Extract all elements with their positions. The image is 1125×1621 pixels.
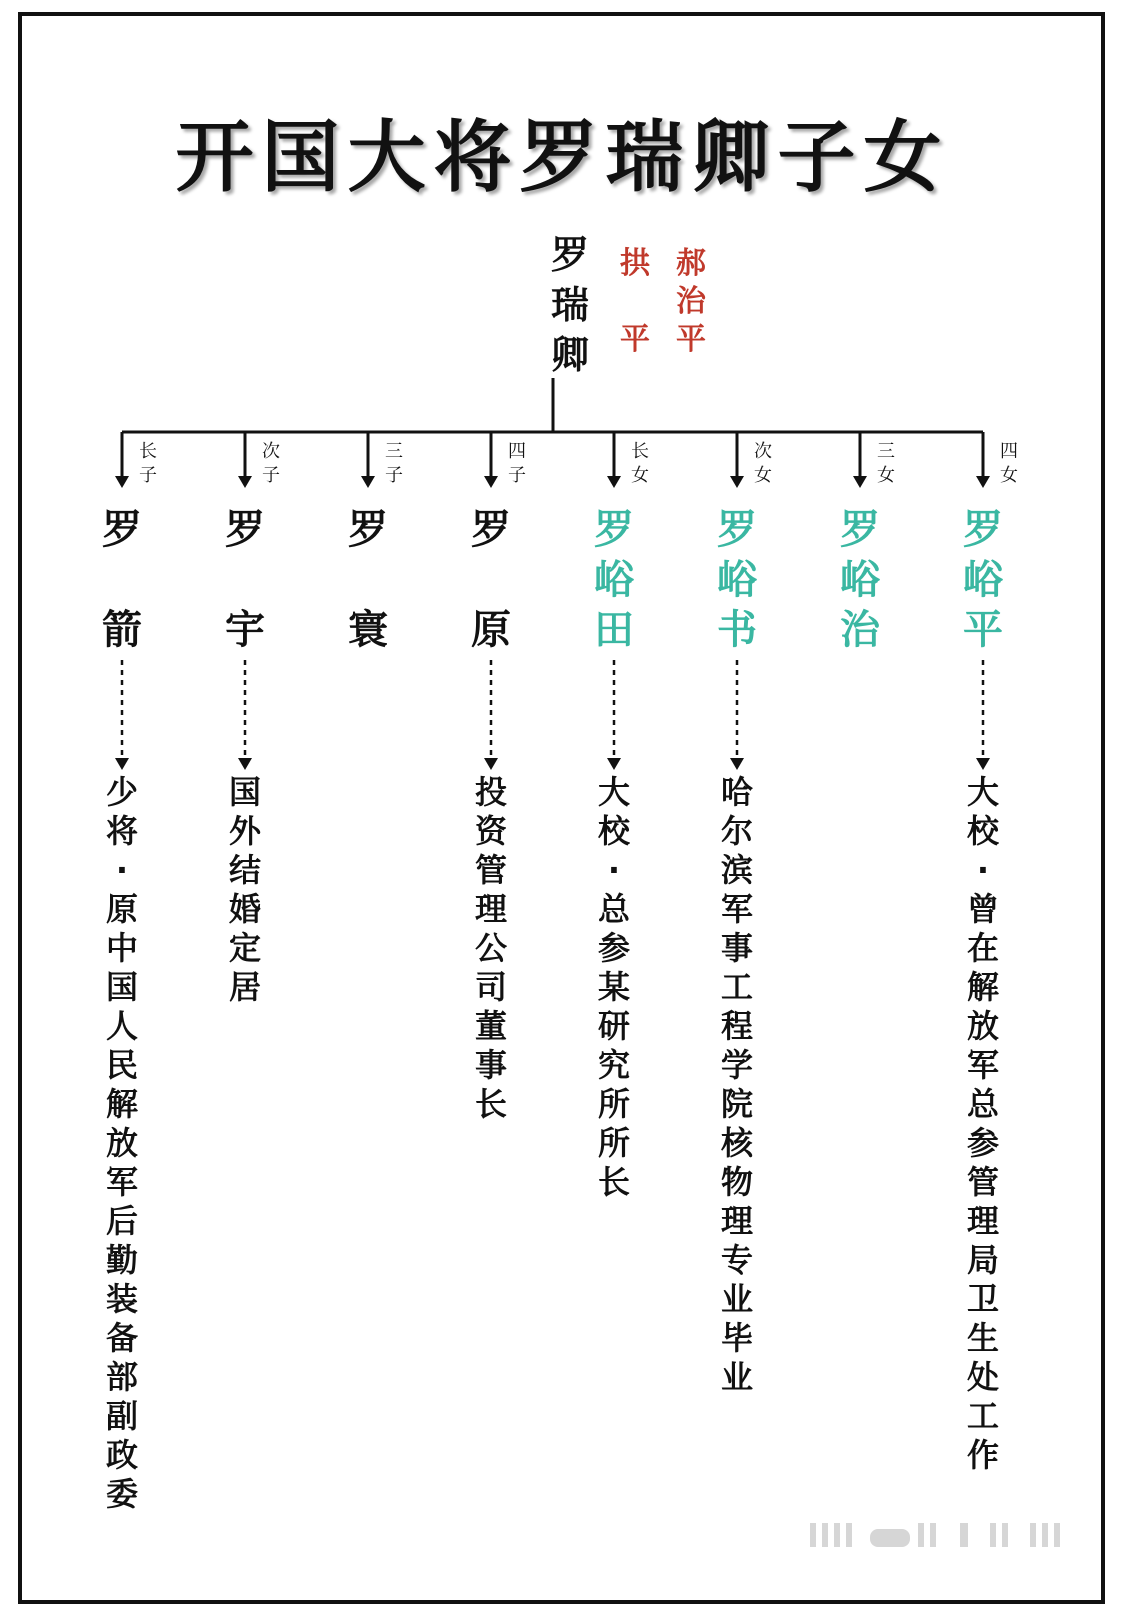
desc-char: 事 [474,1046,507,1084]
child-name-char: 罗 [102,507,142,553]
desc-arrow-head [484,758,498,770]
child-arrow-head [115,476,129,488]
desc-char: 程 [720,1007,753,1045]
root-name-char: 卿 [550,333,589,377]
child-name-char: 罗 [471,507,511,553]
desc-char: 作 [966,1436,999,1474]
child-name [343,505,393,655]
desc-char: 生 [966,1319,999,1357]
child-name-char: 田 [594,607,634,653]
rank-char: 女 [631,465,649,486]
child-rank-label [628,440,652,488]
child-name-char: 书 [717,607,757,653]
child-arrow-head [361,476,375,488]
child-name-char: 罗 [348,507,388,553]
desc-char: 少 [105,773,138,811]
child-rank-label [751,440,775,488]
desc-char: 司 [474,968,507,1006]
desc-char: 在 [966,929,999,967]
child-name-char: 峪 [594,557,634,603]
rank-char: 女 [877,465,895,486]
desc-char: 国 [105,968,138,1006]
desc-char: 究 [597,1046,630,1084]
desc-arrow-head [238,758,252,770]
child-name-char: 治 [840,607,880,653]
desc-char: 曾 [966,890,999,928]
child-name-char: 罗 [594,507,634,553]
desc-char: 参 [966,1124,999,1162]
desc-char: 管 [474,851,507,889]
desc-char: 民 [105,1046,138,1084]
desc-arrow-head [730,758,744,770]
desc-char: 业 [720,1280,753,1318]
desc-char: 军 [966,1046,999,1084]
desc-char: 理 [720,1202,753,1240]
desc-char: 校 [597,812,630,850]
desc-char: 大 [966,773,999,811]
child-name-char: 罗 [717,507,757,553]
child-rank-label [874,440,898,488]
page-title: 开国大将罗瑞卿子女 [175,112,950,203]
desc-char: 备 [105,1319,138,1357]
child-name [220,505,270,655]
desc-char: · [607,851,621,889]
spouse-2-char: 治 [676,284,706,319]
child-name-char: 罗 [225,507,265,553]
child-name [712,505,762,655]
child-rank-label [136,440,160,488]
watermark-logo [800,1515,1090,1555]
desc-char: 毕 [720,1319,753,1357]
child-rank-label [505,440,529,488]
child-description [471,773,511,1124]
desc-char: 某 [597,968,630,1006]
child-arrow-head [976,476,990,488]
root-name-char: 瑞 [550,283,589,327]
spouse-1-char: 平 [620,322,650,357]
child-description [594,773,634,1202]
desc-char: 卫 [966,1280,999,1318]
desc-char: 管 [966,1163,999,1201]
desc-char: 理 [474,890,507,928]
desc-char: 处 [966,1358,999,1396]
child-arrow-head [238,476,252,488]
child-name [466,505,516,655]
child-name-char: 箭 [102,607,142,653]
desc-char: 所 [597,1124,630,1162]
desc-char: 长 [474,1085,507,1123]
desc-char: 军 [720,890,753,928]
child-name-char: 平 [963,607,1003,653]
desc-char: 委 [105,1475,138,1513]
spouse-1-char: 拱 [620,246,650,281]
desc-char: 专 [720,1241,753,1279]
rank-char: 子 [262,465,280,486]
desc-char: 结 [228,851,261,889]
desc-char: 工 [966,1397,999,1435]
desc-char: 核 [720,1124,753,1162]
desc-char: 尔 [720,812,753,850]
desc-char: 投 [474,773,507,811]
rank-char: 三 [877,441,895,462]
desc-char: 装 [105,1280,138,1318]
child-name [97,505,147,655]
child-description [717,773,757,1397]
desc-char: · [115,851,129,889]
desc-char: 国 [228,773,261,811]
desc-char: 政 [105,1436,138,1474]
desc-char: 资 [474,812,507,850]
rank-char: 次 [262,441,280,462]
child-name-char: 峪 [963,557,1003,603]
rank-char: 三 [385,441,403,462]
desc-char: 人 [105,1007,138,1045]
rank-char: 子 [508,465,526,486]
desc-char: 外 [228,812,261,850]
desc-char: 军 [105,1163,138,1201]
child-rank-label [997,440,1021,488]
rank-char: 次 [754,441,772,462]
desc-char: 局 [966,1241,999,1279]
child-arrow-head [484,476,498,488]
desc-char: 参 [597,929,630,967]
desc-char: 董 [474,1007,507,1045]
desc-char: 原 [105,890,138,928]
rank-char: 四 [508,441,526,462]
desc-char: 副 [105,1397,138,1435]
rank-char: 女 [1000,465,1018,486]
child-name-char: 峪 [840,557,880,603]
spouse-2-char: 郝 [676,246,706,281]
desc-char: 研 [597,1007,630,1045]
desc-char: 长 [597,1163,630,1201]
desc-char: 工 [720,968,753,1006]
desc-char: 总 [966,1085,999,1123]
desc-char: · [976,851,990,889]
rank-char: 女 [754,465,772,486]
rank-char: 长 [139,441,157,462]
child-name [589,505,639,655]
rank-char: 长 [631,441,649,462]
child-name [958,505,1008,655]
desc-char: 大 [597,773,630,811]
desc-char: 事 [720,929,753,967]
desc-char: 勤 [105,1241,138,1279]
rank-char: 子 [385,465,403,486]
desc-char: 部 [105,1358,138,1396]
desc-char: 居 [228,968,261,1006]
child-description [225,773,265,1007]
desc-char: 总 [597,890,630,928]
child-arrow-head [853,476,867,488]
rank-char: 子 [139,465,157,486]
spouse-2-char: 平 [676,322,706,357]
desc-arrow-head [607,758,621,770]
desc-char: 将 [105,812,138,850]
child-name-char: 原 [471,607,511,653]
desc-arrow-head [976,758,990,770]
child-rank-label [382,440,406,488]
desc-char: 放 [105,1124,138,1162]
child-name-char: 峪 [717,557,757,603]
child-arrow-head [607,476,621,488]
desc-char: 放 [966,1007,999,1045]
desc-char: 解 [105,1085,138,1123]
desc-char: 婚 [228,890,261,928]
desc-char: 所 [597,1085,630,1123]
rank-char: 四 [1000,441,1018,462]
desc-char: 院 [720,1085,753,1123]
child-arrow-head [730,476,744,488]
desc-char: 学 [720,1046,753,1084]
desc-char: 物 [720,1163,753,1201]
child-description [102,773,142,1514]
child-name-char: 寰 [348,607,388,653]
desc-char: 理 [966,1202,999,1240]
child-name [835,505,885,655]
child-name-char: 宇 [225,607,265,653]
desc-char: 中 [105,929,138,967]
child-description [963,773,1003,1475]
child-name-char: 罗 [840,507,880,553]
desc-char: 业 [720,1358,753,1396]
child-rank-label [259,440,283,488]
desc-char: 校 [966,812,999,850]
root-name-char: 罗 [550,233,589,277]
desc-arrow-head [115,758,129,770]
desc-char: 解 [966,968,999,1006]
desc-char: 公 [474,929,507,967]
child-name-char: 罗 [963,507,1003,553]
desc-char: 滨 [720,851,753,889]
desc-char: 哈 [720,773,753,811]
desc-char: 定 [228,929,261,967]
desc-char: 后 [105,1202,138,1240]
